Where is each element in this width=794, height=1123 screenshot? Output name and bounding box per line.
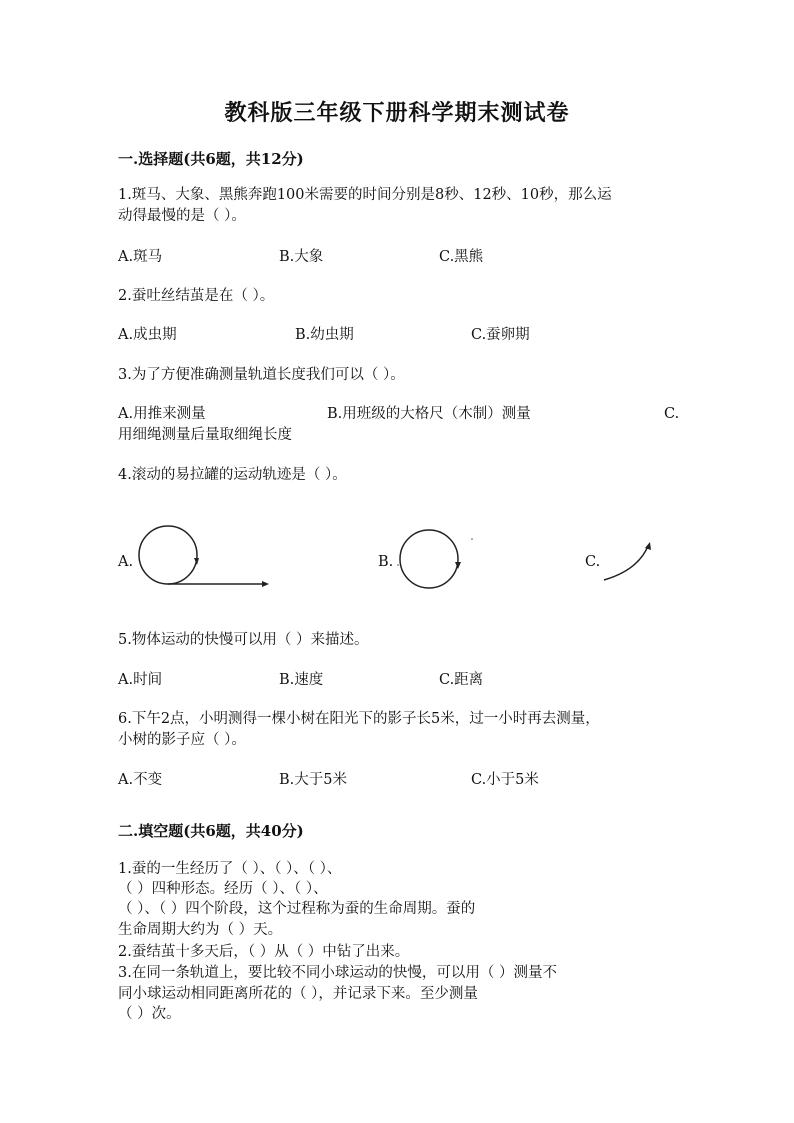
fill-q1-line1: 1.蚕的一生经历了（ ）、（ ）、（ ）、 xyxy=(118,861,342,877)
q1-option-a: A.斑马 xyxy=(118,249,163,265)
page-title: 教科版三年级下册科学期末测试卷 xyxy=(224,100,570,126)
fill-q3-line1: 3.在同一条轨道上，要比较不同小球运动的快慢，可以用（ ）测量不 xyxy=(118,965,557,981)
q1-stem-line1: 1.斑马、大象、黑熊奔跑100米需要的时间分别是8秒、12秒、10秒，那么运 xyxy=(118,187,612,203)
arc-figure xyxy=(600,540,655,585)
q1-option-c: C.黑熊 xyxy=(439,249,484,265)
fill-q3-line2: 同小球运动相同距离所花的（ ），并记录下来。至少测量 xyxy=(118,986,478,1002)
q3-stem: 3.为了方便准确测量轨道长度我们可以（ ）。 xyxy=(118,367,405,383)
fill-q2-line1: 2.蚕结茧十多天后，（ ）从（ ）中钻了出来。 xyxy=(118,944,410,960)
section-heading-choice: 一.选择题(共6题，共12分) xyxy=(118,150,304,168)
circle-figure xyxy=(395,525,475,590)
q3-option-c-text: 用细绳测量后量取细绳长度 xyxy=(118,427,292,443)
q1-stem-line2: 动得最慢的是（ ）。 xyxy=(118,208,246,224)
q3-option-b: B.用班级的大格尺（木制）测量 xyxy=(327,406,531,422)
q2-option-a: A.成虫期 xyxy=(118,327,177,343)
q4-option-a: A. xyxy=(118,554,134,570)
q6-option-b: B.大于5米 xyxy=(279,772,347,788)
q3-option-a: A.用推来测量 xyxy=(118,406,206,422)
q3-option-c-label: C. xyxy=(664,406,680,422)
q6-option-c: C.小于5米 xyxy=(471,772,539,788)
circle-with-line-figure xyxy=(135,525,270,590)
q2-option-b: B.幼虫期 xyxy=(295,327,354,343)
q4-option-c: C. xyxy=(585,554,601,570)
q6-stem-line1: 6.下午2点，小明测得一棵小树在阳光下的影子长5米，过一小时再去测量， xyxy=(118,711,600,727)
q1-option-b: B.大象 xyxy=(279,249,324,265)
q5-option-c: C.距离 xyxy=(439,672,484,688)
q6-stem-line2: 小树的影子应（ ）。 xyxy=(118,732,246,748)
q2-stem: 2.蚕吐丝结茧是在（ ）。 xyxy=(118,288,275,304)
q5-stem: 5.物体运动的快慢可以用（ ）来描述。 xyxy=(118,632,369,648)
fill-q1-line4: 生命周期大约为（ ）天。 xyxy=(118,922,283,938)
fill-q3-line3: （ ）次。 xyxy=(118,1006,181,1022)
q5-option-a: A.时间 xyxy=(118,672,163,688)
fill-q1-line2: （ ）四种形态。经历（ ）、（ ）、 xyxy=(118,881,328,897)
q4-option-b: B. xyxy=(378,554,394,570)
q5-option-b: B.速度 xyxy=(279,672,324,688)
fill-q1-line3: （ ）、（ ）四个阶段，这个过程称为蚕的生命周期。蚕的 xyxy=(118,901,476,917)
section-heading-fill-blank: 二.填空题(共6题，共40分) xyxy=(118,822,304,840)
q2-option-c: C.蚕卵期 xyxy=(471,327,530,343)
q6-option-a: A.不变 xyxy=(118,772,163,788)
q4-stem: 4.滚动的易拉罐的运动轨迹是（ ）。 xyxy=(118,467,347,483)
